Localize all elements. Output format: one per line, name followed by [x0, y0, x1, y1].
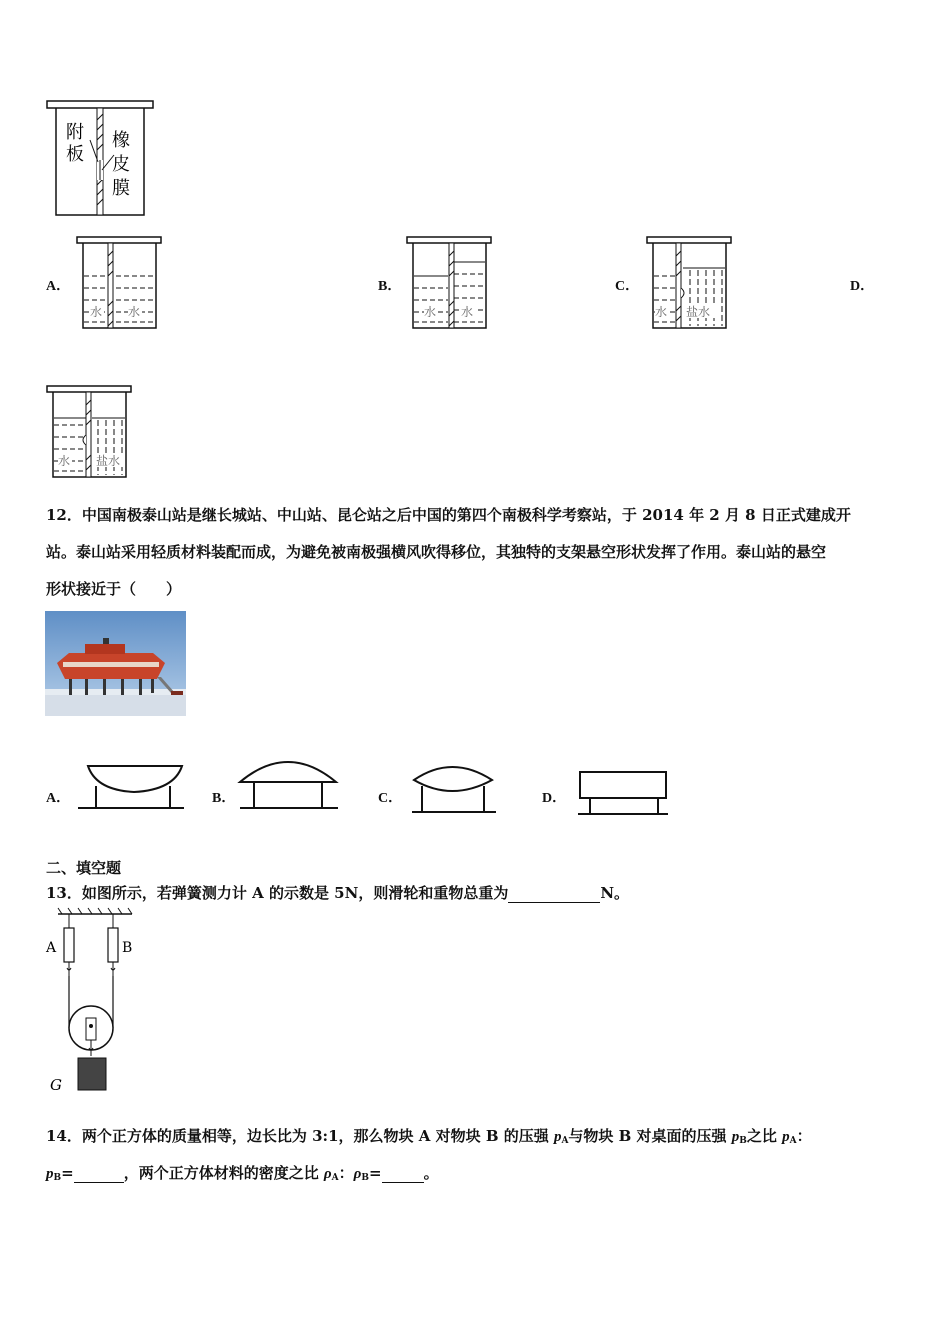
q14-colon: ： [796, 1127, 812, 1145]
q12-line-3: 形状接近于（ ） [46, 580, 182, 598]
q14-pressure-ratio-blank[interactable] [74, 1164, 124, 1183]
label-b: B [122, 940, 133, 956]
q11-option-c-figure [646, 236, 736, 332]
q14-line2-sub: B [53, 1173, 62, 1183]
q14-rho-a: ρ [323, 1166, 332, 1182]
q14-density-ratio-blank[interactable] [382, 1164, 424, 1183]
label-fu: 附 [66, 122, 84, 143]
q12-line-2: 站。泰山站采用轻质材料装配而成，为避免被南极强横风吹得移位，其独特的支架悬空形状发挥了作用。泰山站的悬空 [46, 543, 827, 561]
label-ban: 板 [66, 144, 84, 165]
q13-pulley-figure [42, 906, 142, 1096]
q14-line-2 [46, 1162, 439, 1183]
label-g: G [50, 1076, 62, 1094]
section-title-fill-in: 二、填空题 [46, 859, 122, 877]
q11-option-b-letter: B． [378, 279, 402, 294]
water-label: 水 [655, 305, 668, 319]
q12-option-c-letter: C． [378, 791, 403, 806]
q12-option-b-shape [236, 752, 340, 814]
q14-part2: 与物块 B 对桌面的压强 [568, 1127, 732, 1145]
label-xiang: 橡 [112, 130, 130, 151]
q12-option-d-shape [574, 768, 674, 818]
q11-option-c-letter: C． [615, 279, 640, 294]
water-label-left: 水 [424, 305, 437, 319]
q12-option-d-letter: D． [542, 791, 567, 806]
q12-line-1: 12．中国南极泰山站是继长城站、中山站、昆仑站之后中国的第四个南极科学考察站，于 2014 年 2 月 8 日正式建成开 [46, 506, 851, 524]
taishan-station-photo [45, 611, 186, 716]
q12-option-b-letter: B． [212, 791, 236, 806]
salt-water-label: 盐水 [686, 305, 711, 319]
q14-pb: p [731, 1129, 740, 1145]
q12-option-c-shape [408, 760, 498, 816]
water-label-left: 水 [90, 305, 103, 319]
salt-water-label: 盐水 [96, 454, 121, 468]
q14-pa-sub: A [561, 1136, 569, 1146]
q13-text [46, 882, 629, 903]
q13-answer-blank[interactable] [508, 884, 600, 903]
q14-line2-eq: = [61, 1164, 74, 1182]
q14-pa: p [553, 1129, 562, 1145]
q14-pb-sub: B [739, 1136, 747, 1146]
q14-part1: 14．两个正方体的质量相等，边长比为 3:1，那么物块 A 对物块 B 的压强 [46, 1127, 554, 1145]
q14-rho-eq: = [369, 1164, 382, 1182]
label-mo: 膜 [112, 178, 130, 199]
label-a: A [46, 940, 57, 956]
water-label-right: 水 [461, 305, 474, 319]
q12-option-a-shape [74, 760, 186, 814]
q11-option-a-figure [76, 236, 166, 332]
q14-line2-p: p [46, 1166, 54, 1182]
q14-part3: 之比 [746, 1127, 783, 1145]
q11-option-d-letter: D． [850, 279, 875, 294]
q14-part4: ，两个正方体材料的密度之比 [123, 1164, 324, 1182]
q13-text-after: N。 [600, 884, 630, 902]
q14-end: 。 [423, 1164, 439, 1182]
water-label-right: 水 [128, 305, 141, 319]
q14-rho-b-sub: B [361, 1173, 369, 1183]
q11-option-a-letter: A． [46, 279, 71, 294]
q14-line-1 [46, 1125, 812, 1146]
q14-rho-colon: ： [338, 1164, 354, 1182]
label-pi: 皮 [112, 154, 130, 175]
q11-setup-figure [46, 100, 156, 220]
q13-text-before: 13．如图所示，若弹簧测力计 A 的示数是 5N，则滑轮和重物总重为 [46, 884, 509, 902]
q14-rho-b: ρ [353, 1166, 362, 1182]
q12-option-a-letter: A． [46, 791, 71, 806]
q14-ratio-sub: A [789, 1136, 797, 1146]
q14-ratio-p: p [782, 1129, 790, 1145]
q11-option-b-figure [406, 236, 496, 332]
q11-option-d-figure [46, 385, 136, 481]
water-label: 水 [58, 454, 71, 468]
q14-rho-a-sub: A [331, 1173, 339, 1183]
